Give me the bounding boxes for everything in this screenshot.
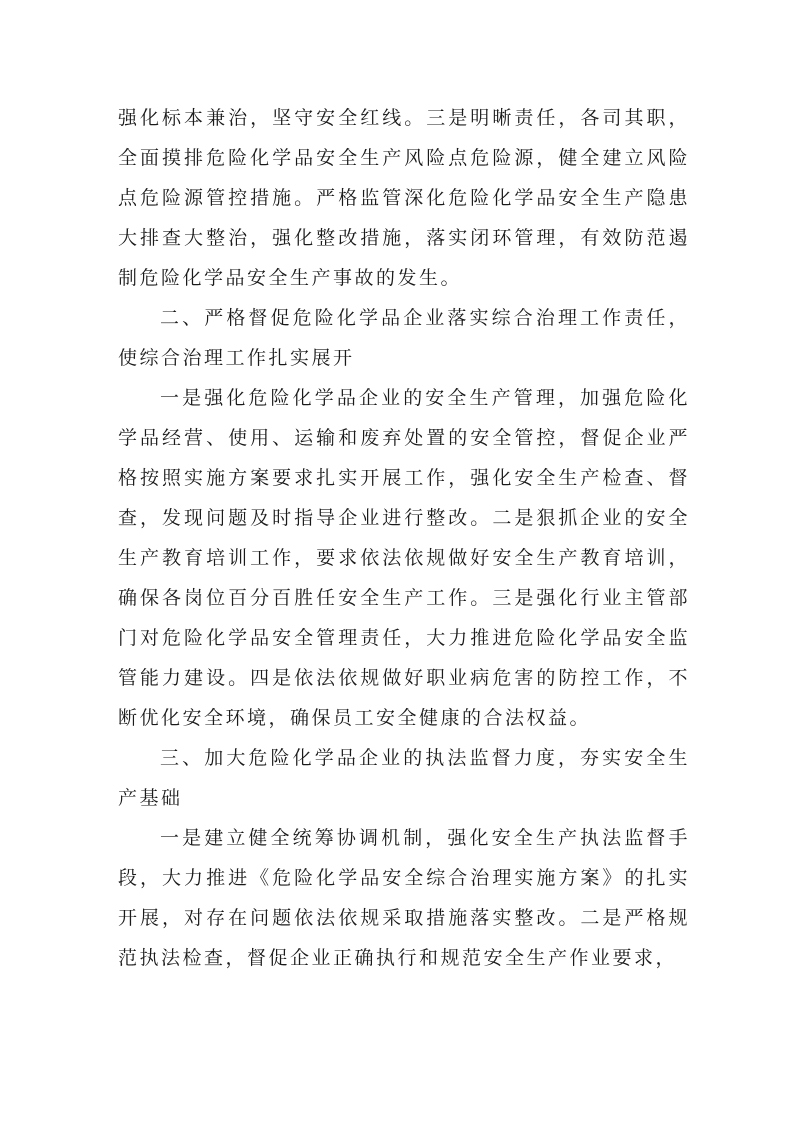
document-body [118,98,690,978]
paragraph-section-3-body: 一是建立健全统筹协调机制，强化安全生产执法监督手段，大力推进《危险化学品安全综合治理实施方案》的扎实开展，对存在问题依法依规采取措施落实整改。二是严格规范执法检查，督促企业正确执行和规范安全生产作业要求， [118,827,690,969]
section-heading-3: 三、加大危险化学品企业的执法监督力度，夯实安全生产基础 [118,747,690,809]
paragraph-continuation: 强化标本兼治，坚守安全红线。三是明晰责任，各司其职，全面摸排危险化学品安全生产风险点危险源，健全建立风险点危险源管控措施。严格监管深化危险化学品安全生产隐患大排查大整治，强化整改措施，落实闭环管理，有效防范遏制危险化学品安全生产事故的发生。 [118,107,690,289]
section-heading-2: 二、严格督促危险化学品企业落实综合治理工作责任，使综合治理工作扎实展开 [118,307,690,369]
paragraph-section-2-body: 一是强化危险化学品企业的安全生产管理，加强危险化学品经营、使用、运输和废弃处置的安全管控，督促企业严格按照实施方案要求扎实开展工作，强化安全生产检查、督查，发现问题及时指导企业进行整改。二是狠抓企业的安全生产教育培训工作，要求依法依规做好安全生产教育培训，确保各岗位百分百胜任安全生产工作。三是强化行业主管部门对危险化学品安全管理责任，大力推进危险化学品安全监管能力建设。四是依法依规做好职业病危害的防控工作，不断优化安全环境，确保员工安全健康的合法权益。 [118,387,690,729]
